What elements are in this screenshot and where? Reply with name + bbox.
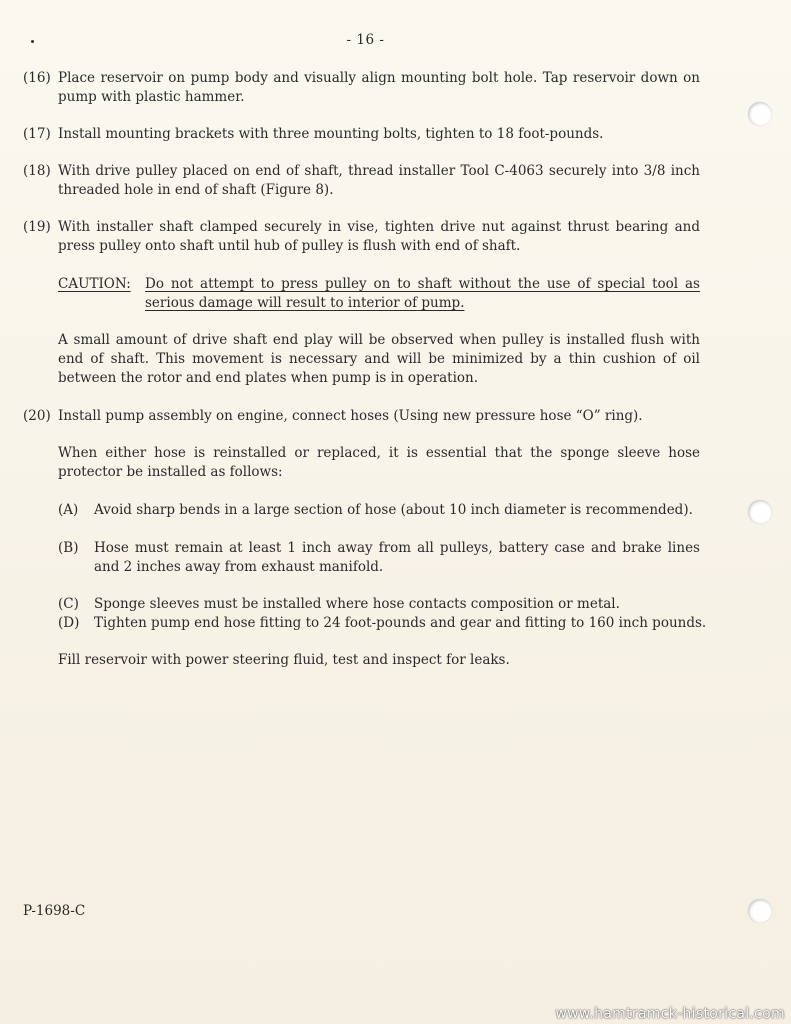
step-number: (19) bbox=[23, 219, 51, 235]
punch-hole-bottom bbox=[748, 899, 772, 923]
step-text: Install pump assembly on engine, connect hoses (Using new pressure hose “O” ring). bbox=[58, 408, 643, 424]
step-text: Install mounting brackets with three mounting bolts, tighten to 18 foot-pounds. bbox=[58, 126, 604, 142]
punch-hole-middle bbox=[748, 500, 772, 524]
site-watermark: www.hamtramck-historical.com bbox=[555, 1006, 785, 1022]
caution-label: CAUTION: bbox=[58, 276, 131, 292]
document-code: P-1698-C bbox=[23, 903, 86, 919]
subitem-label: (C) bbox=[58, 596, 79, 612]
subitem-label: (A) bbox=[58, 502, 79, 518]
document-page: - 16 - (16) Place reservoir on pump body and visually align mounting bolt hole. Tap reservoir down on pump with plastic hammer. (17) Install mounting brackets with three mounting bolts, tighten to 18 foot-pounds. (18) With drive pulley placed on end of shaft, thread installer Tool C-4063 securely into 3/8 inch threaded hole in end of shaft (Figure 8). (19) With installer shaft clamped securely in vise, tighten drive nut against thrust bearing and press pulley onto shaft until hub of pulley is flush with end of shaft. CAUTION: Do not attempt to press pulley on to shaft without the use of special tool as serious damage will result to interior of pump. A small amount of drive shaft end play will be observed when pulley is installed flush with end of shaft. This movement is necessary and will be minimized by a thin cushion of oil between the rotor and end plates when pump is in operation. (20) Install pump assembly on engine, connect hoses (Using new pressure hose “O” ring). When either hose is reinstalled or replaced, it is essential that the sponge sleeve hose protector be installed as follows: (A) Avoid sharp bends in a large section of hose (about 10 inch diameter is recommended). (B) Hose must remain at least 1 inch away from all pulleys, battery case and brake lines and 2 inches away from exhaust manifold. (C) Sponge sleeves must be installed where hose contacts composition or metal. (D) Tighten pump end hose fitting to 24 foot-pounds and gear and fitting to 160 inch pounds. Fill reservoir with power steering fluid, test and inspect for leaks. P-1698-C www.hamtramck-historical.com bbox=[0, 0, 791, 1024]
punch-hole-top bbox=[748, 102, 772, 126]
step-number: (20) bbox=[23, 408, 51, 424]
step-text: Place reservoir on pump body and visually align mounting bolt hole. Tap reservoir down on pump with plastic hammer. bbox=[58, 70, 700, 105]
step-text: With installer shaft clamped securely in vise, tighten drive nut against thrust bearing and press pulley onto shaft until hub of pulley is flush with end of shaft. bbox=[58, 219, 700, 254]
caution-text: Do not attempt to press pulley on to shaft without the use of special tool as serious damage will result to interior of pump. bbox=[145, 276, 700, 311]
subitem-label: (D) bbox=[58, 615, 80, 631]
step-number: (16) bbox=[23, 70, 51, 86]
step-number: (17) bbox=[23, 126, 51, 142]
page-number: - 16 - bbox=[346, 32, 385, 48]
step-text: With drive pulley placed on end of shaft, thread installer Tool C-4063 securely into 3/8 inch threaded hole in end of shaft (Figure 8). bbox=[58, 163, 700, 198]
subitem-label: (B) bbox=[58, 540, 79, 556]
step-number: (18) bbox=[23, 163, 51, 179]
